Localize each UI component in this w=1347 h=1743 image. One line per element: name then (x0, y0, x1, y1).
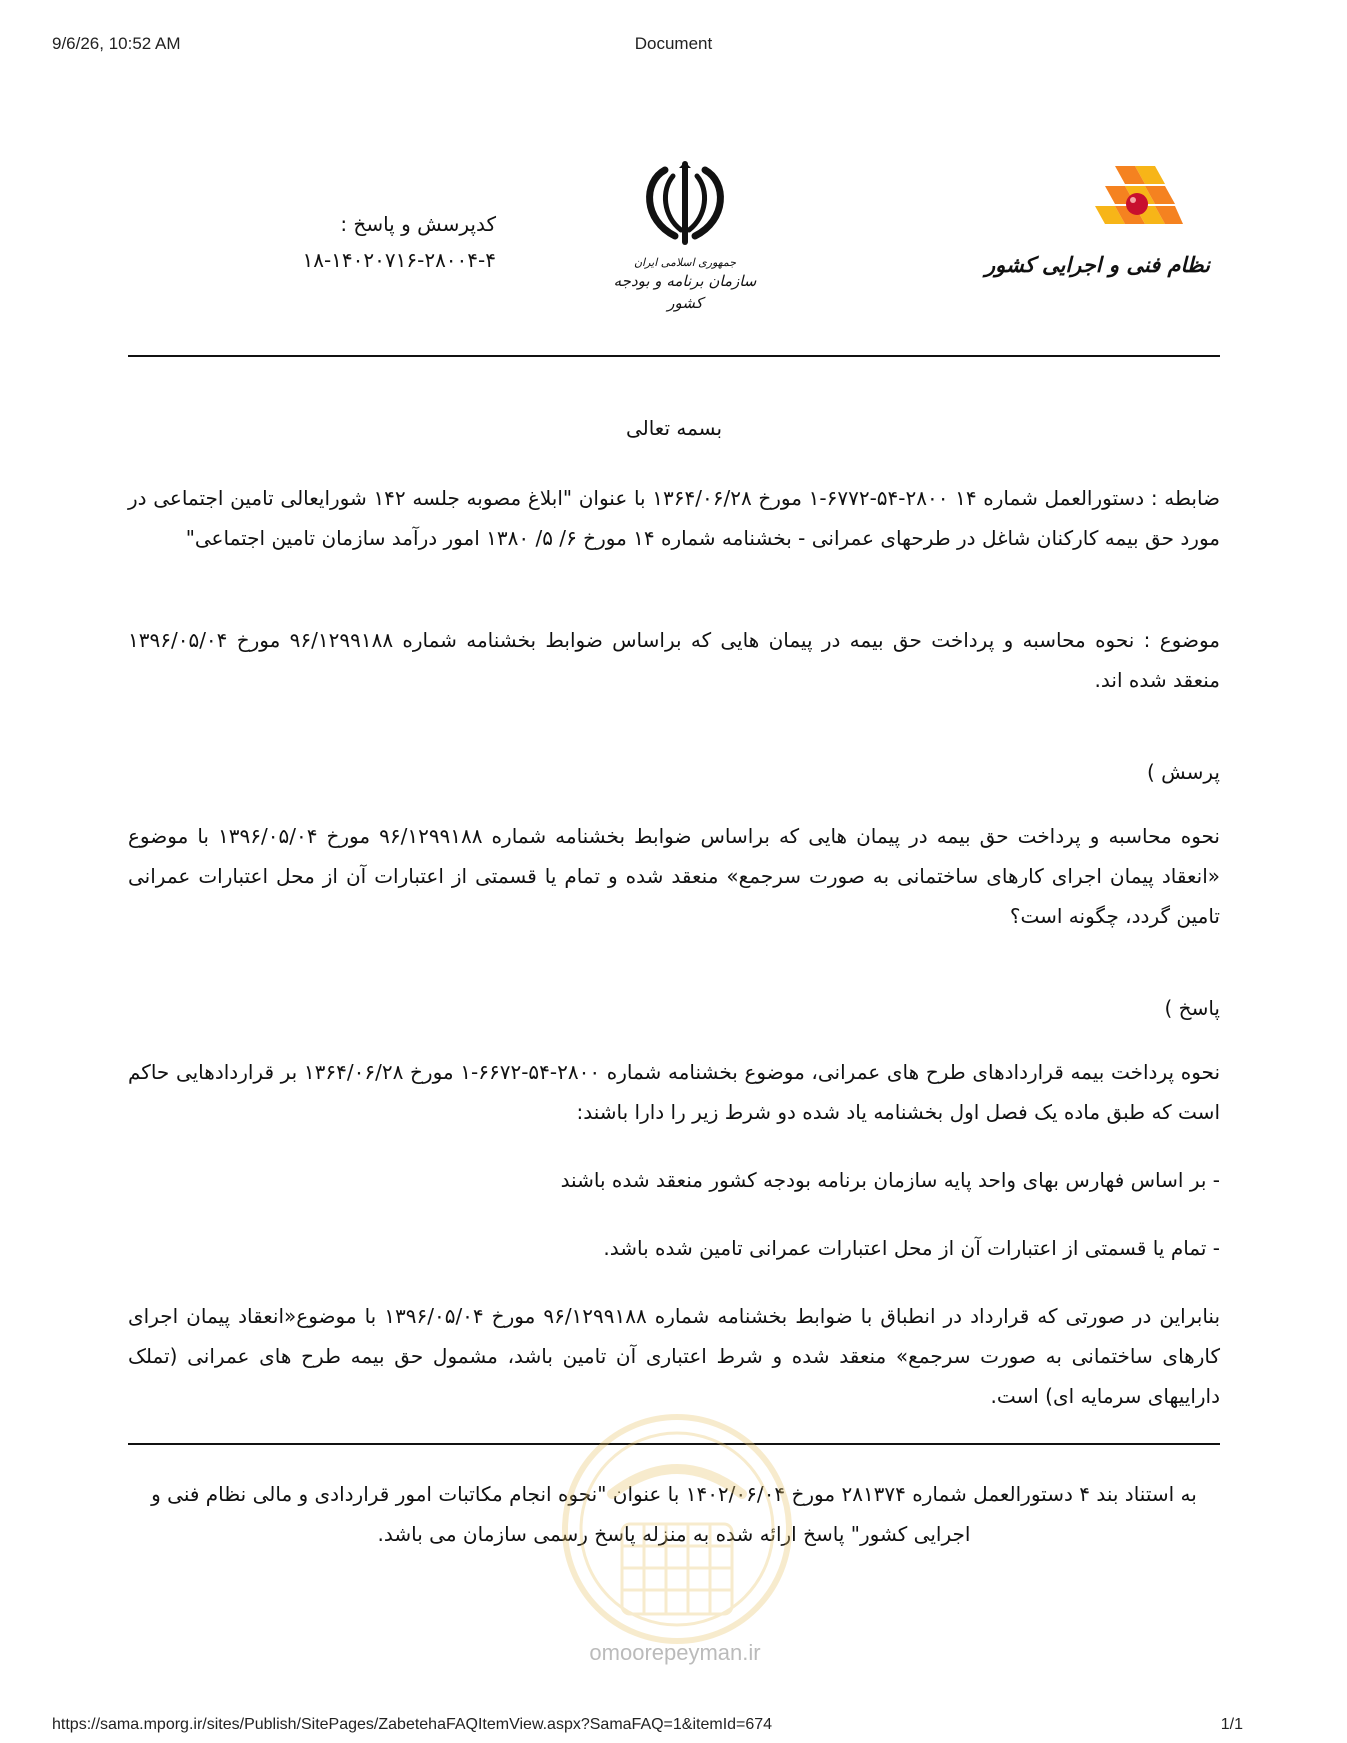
condition-1: - بر اساس فهارس بهای واحد پایه سازمان برنامه بودجه کشور منعقد شده باشند (560, 1168, 1220, 1192)
iran-emblem (600, 160, 770, 320)
header-divider (128, 355, 1220, 357)
watermark-site: omoorepeyman.ir (589, 1640, 761, 1665)
conclusion-paragraph: بنابراین در صورتی که قرارداد در انطباق با ضوابط بخشنامه شماره ۹۶/۱۲۹۹۱۸۸ مورخ ۱۳۹۶/۰۵/۰۴ با موضوع«انعقاد پیمان اجرای کارهای ساختمانی به صورت سرجمع» منعقد شده و شرط اعتباری آن تامین باشد، مشمول حق بیمه طرح های عمرانی (تملک داراییهای سرمایه ای) است. (128, 1304, 1221, 1408)
print-document-title: Document (634, 34, 713, 53)
question-text: نحوه محاسبه و پرداخت حق بیمه در پیمان هایی که براساس ضوابط بخشنامه شماره ۹۶/۱۲۹۹۱۸۸ مورخ ۱۳۹۶/۰۵/۰۴ با موضوع «انعقاد پیمان اجرای کارهای ساختمانی به صورت سرجمع» منعقد شده و تمام یا قسمتی از اعتبارات آن از محل اعتبارات عمرانی تامین گردد، چگونه است؟ (128, 824, 1221, 928)
basmala: بسمه تعالی (625, 416, 723, 440)
faq-code-label: کدپرسش و پاسخ : (340, 212, 496, 236)
emblem-line-2: سازمان برنامه و بودجه کشور (613, 272, 757, 312)
nezam-fani-logo-icon (1085, 164, 1185, 246)
iran-emblem-icon (635, 160, 735, 250)
print-header (52, 34, 1295, 58)
print-page-number: 1/1 (1220, 1716, 1243, 1733)
subject-paragraph: موضوع : نحوه محاسبه و پرداخت حق بیمه در پیمان هایی که براساس ضوابط بخشنامه شماره ۹۶/۱۲۹۹۱۸۸ مورخ ۱۳۹۶/۰۵/۰۴ منعقد شده اند. (128, 628, 1220, 692)
answer-intro: نحوه پرداخت بیمه قراردادهای طرح های عمرانی، موضوع بخشنامه شماره ۲۸۰۰-۵۴-۶۶۷۲-۱ مورخ ۱۳۶۴/۰۶/۲۸ بر قراردادهایی حاکم است که طبق ماده یک فصل اول بخشنامه یاد شده دو شرط زیر را دارا باشند: (128, 1060, 1221, 1124)
letterhead (128, 150, 1220, 330)
logo-caption: نظام فنی و اجرایی کشور (984, 252, 1210, 277)
print-footer (52, 1716, 1295, 1740)
print-datetime: 9/6/26, 10:52 AM (52, 34, 181, 53)
emblem-line-1: جمهوری اسلامی ایران (633, 256, 737, 269)
condition-2: - تمام یا قسمتی از اعتبارات آن از محل اعتبارات عمرانی تامین شده باشد. (603, 1236, 1220, 1260)
footnote-paragraph: به استناد بند ۴ دستورالعمل شماره ۲۸۱۳۷۴ مورخ ۱۴۰۲/۰۶/۰۴ با عنوان "نحوه انجام مکاتبات امور قراردادی و مالی نظام فنی و اجرایی کشور" پاسخ ارائه شده به منزله پاسخ رسمی سازمان می باشد. (151, 1482, 1197, 1546)
answer-label: پاسخ ) (1164, 996, 1220, 1020)
faq-code-value: ۱۸-۱۴۰۲۰۷۱۶-۲۸۰۰۴-۴ (302, 248, 496, 272)
zabeteh-paragraph: ضابطه : دستورالعمل شماره ۱۴ ۲۸۰۰-۵۴-۶۷۷۲-۱ مورخ ۱۳۶۴/۰۶/۲۸ با عنوان "ابلاغ مصوبه جلسه ۱۴۲ شورایعالی تامین اجتماعی در مورد حق بیمه کارکنان شاغل در طرحهای عمرانی - بخشنامه شماره ۱۴ مورخ ۶/ ۵/ ۱۳۸۰ امور درآمد سازمان تامین اجتماعی" (128, 486, 1221, 550)
footer-divider (128, 1443, 1220, 1445)
question-label: پرسش ) (1146, 760, 1220, 784)
print-url: https://sama.mporg.ir/sites/Publish/SitePages/ZabetehaFAQItemView.aspx?SamaFAQ=1&itemId=674 (52, 1716, 773, 1733)
nezam-fani-logo (984, 164, 1210, 324)
faq-code-block (236, 206, 496, 278)
